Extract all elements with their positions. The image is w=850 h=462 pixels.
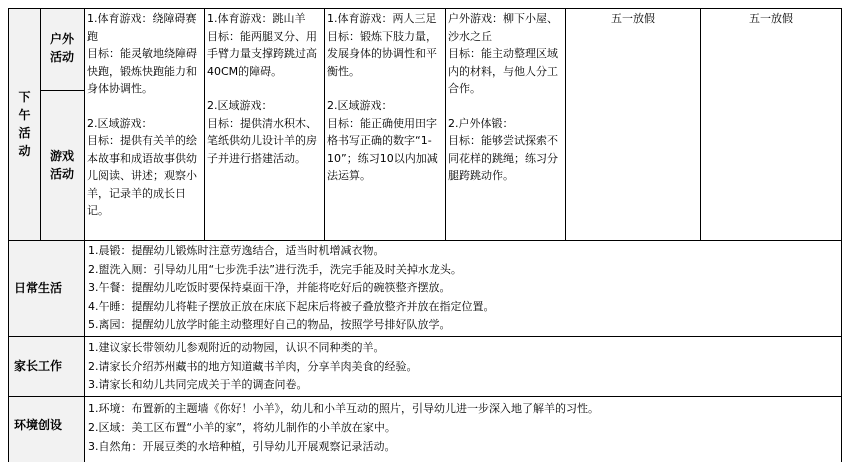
col-divider-4 bbox=[324, 8, 325, 240]
daily-life-label: 日常生活 bbox=[14, 281, 63, 295]
thursday-column bbox=[448, 10, 563, 239]
daily-life-item: 2.盥洗入厕：引导幼儿用“七步洗手法”进行洗手，洗完手能及时关掉水龙头。 bbox=[88, 262, 462, 276]
row-divider-daily bbox=[8, 336, 842, 337]
parent-work-item: 3.请家长和幼儿共同完成关于羊的调查问卷。 bbox=[88, 378, 308, 391]
outdoor-activity-label: 户外 活动 bbox=[49, 32, 74, 64]
monday-column bbox=[87, 10, 202, 239]
thursday-outdoor-activity: 户外游戏：柳下小屋、沙水之丘 目标：能主动整理区域内的材料，与他人分工合作。 bbox=[448, 12, 558, 95]
monday-game-activity: 2.区域游戏： 目标：提供有关羊的绘本故事和成语故事供幼儿阅读、讲述；观察小羊，记录羊的成长日记。 bbox=[87, 116, 197, 217]
table-border-top bbox=[8, 8, 842, 9]
tuesday-outdoor-activity: 1.体育游戏：跳山羊 目标：能两腿叉分、用手臂力量支撑跨跳过高40CM的障碍。 bbox=[207, 12, 317, 78]
tuesday-column bbox=[207, 10, 322, 239]
wednesday-outdoor-activity: 1.体育游戏：两人三足 目标：锻炼下肢力量，发展身体的协调性和平衡性。 bbox=[327, 12, 437, 78]
monday-outdoor-activity: 1.体育游戏：绕障碍赛跑 目标：能灵敏地绕障碍快跑，锻炼快跑能力和身体协调性。 bbox=[87, 12, 197, 95]
saturday-holiday: 五一放假 bbox=[749, 12, 793, 25]
thursday-game-activity: 2.户外体锻： 目标：能够尝试探索不同花样的跳绳；练习分腿跨跳动作。 bbox=[448, 116, 558, 182]
daily-life-item: 1.晨锻：提醒幼儿锻炼时注意劳逸结合，适当时机增减衣物。 bbox=[88, 244, 385, 257]
parent-work-item: 2.请家长介绍苏州藏书的地方知道藏书羊肉，分享羊肉美食的经验。 bbox=[88, 359, 418, 373]
daily-life-item: 3.午餐：提醒幼儿吃饭时要保持桌面干净，并能将吃好后的碗筷整齐摆放。 bbox=[88, 281, 451, 294]
wednesday-game-activity: 2.区域游戏： 目标：能正确使用田字格书写正确的数字“1-10”；练习10以内加减法运算。 bbox=[327, 99, 438, 182]
parent-work-list bbox=[88, 339, 838, 395]
parent-work-label: 家长工作 bbox=[14, 359, 63, 373]
environment-item: 3.自然角：开展豆类的水培种植，引导幼儿开展观察记录活动。 bbox=[88, 440, 396, 453]
row-divider-parent bbox=[8, 396, 842, 397]
daily-life-list bbox=[88, 242, 838, 335]
table-border-right bbox=[841, 8, 842, 462]
environment-item: 1.环境：布置新的主题墙《你好！小羊》，幼儿和小羊互动的照片，引导幼儿进一步深入地了解羊的习性。 bbox=[88, 402, 599, 415]
afternoon-activity-label: 下 午 活 动 bbox=[18, 90, 31, 158]
row-divider-subsection bbox=[40, 90, 84, 91]
row-divider-afternoon bbox=[8, 240, 842, 241]
col-divider-3 bbox=[204, 8, 205, 240]
wednesday-column bbox=[327, 10, 442, 239]
environment-label: 环境创设 bbox=[14, 418, 63, 432]
parent-work-item: 1.建议家长带领幼儿参观附近的动物园，认识不同种类的羊。 bbox=[88, 341, 385, 354]
game-activity-label: 游戏 活动 bbox=[49, 149, 74, 181]
col-divider-5 bbox=[445, 8, 446, 240]
daily-life-item: 4.午睡：提醒幼儿将鞋子摆放正放在床底下起床后将被子叠放整齐并放在指定位置。 bbox=[88, 299, 495, 313]
col-divider-2 bbox=[84, 8, 85, 462]
table-border-left bbox=[8, 8, 9, 462]
tuesday-game-activity: 2.区域游戏： 目标：提供清水积木、笔纸供幼儿设计羊的房子并进行搭建活动。 bbox=[207, 99, 317, 165]
daily-life-item: 5.离园：提醒幼儿放学时能主动整理好自己的物品，按照学号排好队放学。 bbox=[88, 318, 451, 331]
friday-holiday: 五一放假 bbox=[611, 12, 655, 25]
col-divider-7 bbox=[700, 8, 701, 240]
environment-item: 2.区域：美工区布置“小羊的家”，将幼儿制作的小羊放在家中。 bbox=[88, 421, 396, 434]
col-divider-6 bbox=[565, 8, 566, 240]
environment-list bbox=[88, 399, 838, 462]
